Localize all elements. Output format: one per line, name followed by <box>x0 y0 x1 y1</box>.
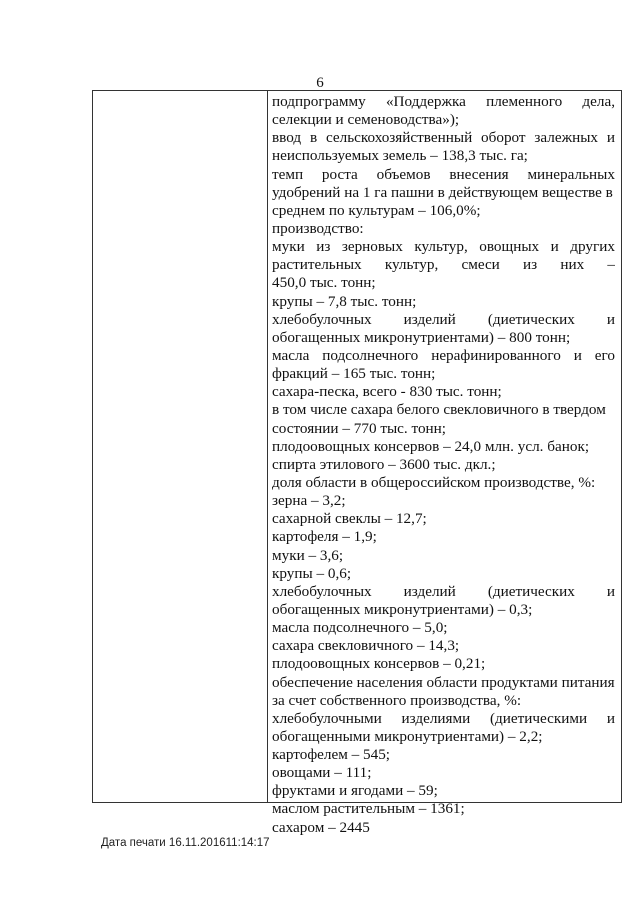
text-line <box>272 93 615 111</box>
content-table <box>92 90 622 836</box>
text-line: масла подсолнечного – 5,0; <box>272 619 448 637</box>
text-line <box>272 311 615 329</box>
print-date: Дата печати 16.11.201611:14:17 <box>101 837 270 849</box>
text-word: в <box>309 129 318 147</box>
text-word: культур, <box>414 238 468 256</box>
text-line: сахаром – 2445 <box>272 818 370 836</box>
text-line: маслом растительным – 1361; <box>272 800 465 818</box>
text-word: хлебобулочных <box>272 582 372 600</box>
text-word: и <box>606 582 615 600</box>
text-line: обогащенными микронутриентами) – 2,2; <box>272 727 543 745</box>
text-word: из <box>316 238 331 256</box>
text-word: объемов <box>376 165 431 183</box>
table-left-cell <box>93 91 268 802</box>
text-word: «Поддержка <box>385 93 466 110</box>
text-line: неиспользуемых земель – 138,3 тыс. га; <box>272 147 528 165</box>
text-line <box>272 583 615 601</box>
text-line: плодоовощных консервов – 24,0 млн. усл. банок; <box>272 437 590 455</box>
text-line: сахара свекловичного – 14,3; <box>272 637 460 655</box>
text-line: крупы – 7,8 тыс. тонн; <box>272 292 417 310</box>
text-word: изделий <box>403 310 456 328</box>
text-word: хлебобулочных <box>272 310 372 328</box>
text-line: среднем по культурам – 106,0%; <box>272 201 481 219</box>
text-line: муки – 3,6; <box>272 546 344 564</box>
text-word: нерафинированного <box>431 346 561 364</box>
text-word: и <box>606 709 615 727</box>
text-line <box>272 710 615 728</box>
text-word: его <box>594 346 615 364</box>
text-word: муки <box>272 238 305 256</box>
text-word: оборот <box>481 129 526 147</box>
text-line: доля области в общероссийском производстве, %: <box>272 473 596 491</box>
page-number: 6 <box>316 75 324 91</box>
text-line: зерна – 3,2; <box>272 492 346 510</box>
text-word: культур, <box>384 256 439 274</box>
text-word: подпрограмму <box>272 93 366 110</box>
text-line <box>272 256 615 274</box>
text-word: – <box>607 256 615 274</box>
table-right-cell <box>268 91 621 836</box>
text-line: удобрений на 1 га пашни в действующем веществе в <box>272 183 613 201</box>
text-line: обогащенных микронутриентами) – 800 тонн; <box>272 328 571 346</box>
text-word: роста <box>321 165 358 183</box>
text-line: в том числе сахара белого свекловичного в твердом <box>272 401 606 419</box>
text-line: 450,0 тыс. тонн; <box>272 274 376 292</box>
text-line: фракций – 165 тыс. тонн; <box>272 365 436 383</box>
text-word: и <box>606 310 615 328</box>
text-line: спирта этилового – 3600 тыс. дкл.; <box>272 455 496 473</box>
text-line: сахара-песка, всего - 830 тыс. тонн; <box>272 383 502 401</box>
text-word: из <box>523 256 538 274</box>
text-line: картофеля – 1,9; <box>272 528 377 546</box>
text-word: них <box>560 256 585 274</box>
text-line: обогащенных микронутриентами) – 0,3; <box>272 600 533 618</box>
text-word: ввод <box>272 129 302 147</box>
text-word: других <box>570 238 615 256</box>
text-word: и <box>550 238 559 256</box>
text-word: смеси <box>461 256 500 274</box>
text-line <box>272 166 615 184</box>
text-line: за счет собственного производства, %: <box>272 691 522 709</box>
text-word: (диетическими <box>489 709 588 727</box>
text-line <box>272 238 615 256</box>
text-word: изделий <box>403 582 456 600</box>
text-line: селекции и семеноводства»); <box>272 111 460 129</box>
text-line: овощами – 111; <box>272 764 372 782</box>
text-word: (диетических <box>487 310 575 328</box>
text-word: и <box>573 346 582 364</box>
text-line: плодоовощных консервов – 0,21; <box>272 655 486 673</box>
text-line: картофелем – 545; <box>272 746 391 764</box>
text-word: племенного <box>486 93 563 110</box>
text-word: овощных <box>479 238 540 256</box>
text-word: минеральных <box>527 165 615 183</box>
text-line: состоянии – 770 тыс. тонн; <box>272 419 447 437</box>
text-word: внесения <box>449 165 509 183</box>
text-word: залежных <box>534 129 599 147</box>
text-word: и <box>606 129 615 147</box>
text-line <box>272 129 615 147</box>
text-word: подсолнечного <box>322 346 419 364</box>
text-word: (диетических <box>487 582 575 600</box>
text-word: сельскохозяйственный <box>325 129 473 147</box>
text-line: сахарной свеклы – 12,7; <box>272 510 427 528</box>
text-line <box>272 347 615 365</box>
text-line: обеспечение населения области продуктами питания <box>272 673 615 691</box>
text-line: фруктами и ягодами – 59; <box>272 782 438 800</box>
text-word: растительных <box>272 256 362 274</box>
text-line: производство: <box>272 219 364 237</box>
text-word: масла <box>272 346 310 364</box>
text-word: изделиями <box>401 709 471 727</box>
text-word: зерновых <box>341 238 403 256</box>
text-word: темп <box>272 165 304 183</box>
text-word: хлебобулочными <box>272 709 382 727</box>
text-line: крупы – 0,6; <box>272 564 352 582</box>
text-word: дела, <box>582 93 615 110</box>
